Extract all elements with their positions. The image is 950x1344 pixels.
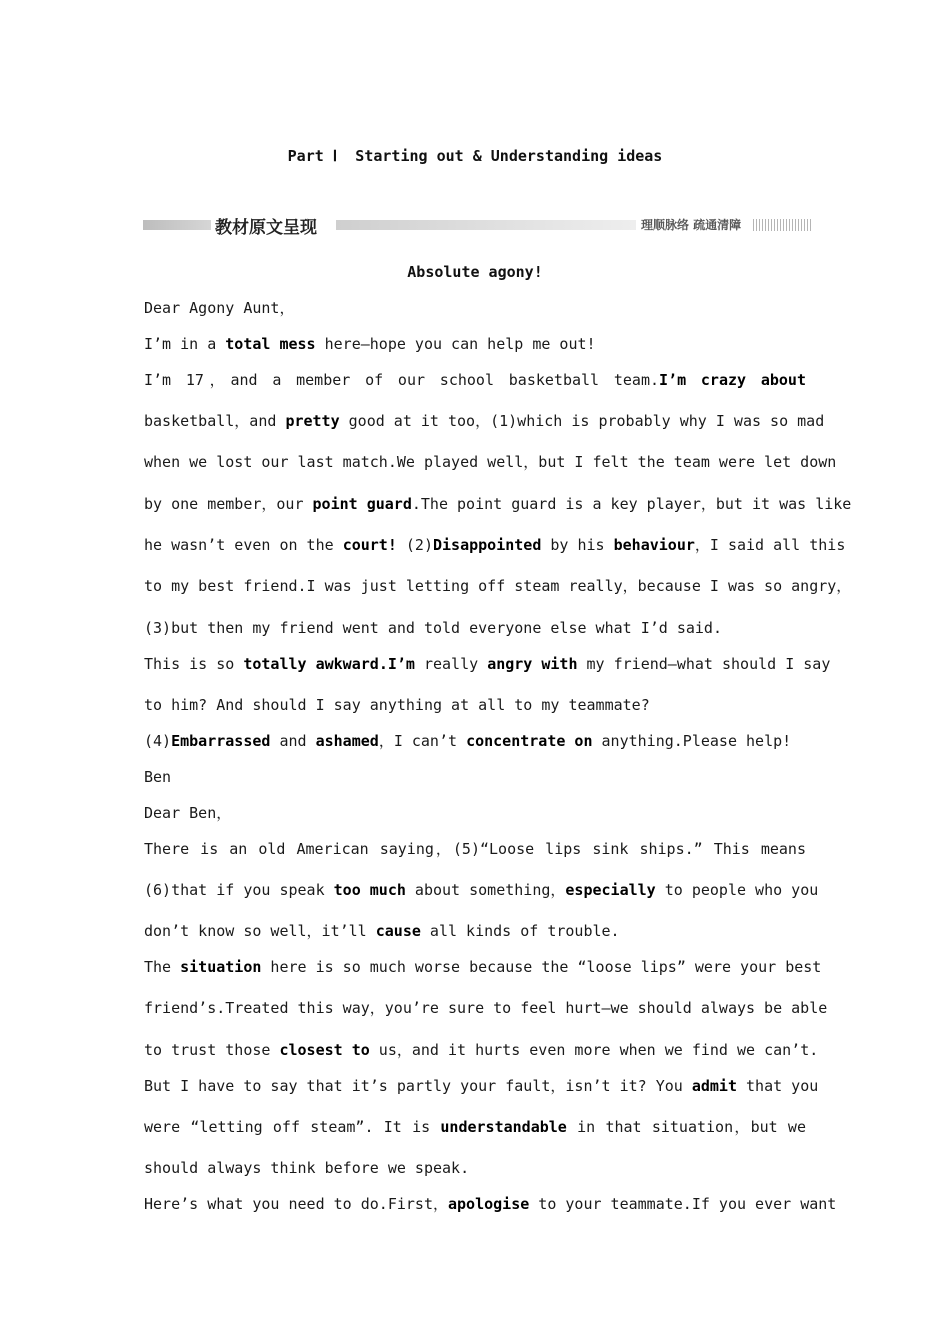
section-bar-left-decoration <box>143 220 211 230</box>
bold-keyword: point guard <box>312 495 412 513</box>
bold-keyword: court! <box>342 536 397 554</box>
text-run: to people who you <box>655 881 819 899</box>
bold-keyword: I’m crazy about <box>659 371 806 389</box>
bold-keyword: total mess <box>225 335 316 353</box>
text-run: The <box>144 958 181 976</box>
text-run: anything.Please help! <box>592 732 792 750</box>
bold-keyword: pretty <box>285 412 340 430</box>
text-run: to my best friend.I was just letting off steam really，because I was so angry， <box>144 577 852 595</box>
text-run: Ben <box>144 768 172 786</box>
text-line <box>144 998 828 1018</box>
text-run: good at it too，(1)which is probably why I was so mad <box>339 412 825 430</box>
bold-keyword: situation <box>180 958 262 976</box>
bold-keyword: understandable <box>440 1118 567 1136</box>
text-line <box>144 731 806 751</box>
text-run: (3)but then my friend went and told everyone else what I’d said. <box>144 619 722 637</box>
text-line <box>144 767 806 787</box>
bold-keyword: behaviour <box>613 536 695 554</box>
bold-keyword: admit <box>691 1077 737 1095</box>
text-line <box>144 957 822 977</box>
text-line <box>144 880 819 900</box>
text-run: But I have to say that it’s partly your fault，isn’t it? You <box>144 1077 692 1095</box>
text-run: basketball，and <box>144 412 286 430</box>
text-run: .The point guard is a key player，but it was like <box>411 495 852 513</box>
text-run: here is so much worse because the “loose lips” were your best <box>261 958 822 976</box>
text-line <box>144 618 806 638</box>
bold-keyword: ashamed <box>315 732 379 750</box>
text-line <box>144 921 806 941</box>
text-run: (6)that if you speak <box>144 881 334 899</box>
text-line <box>144 1040 819 1060</box>
text-line <box>144 1194 837 1214</box>
bold-keyword: closest to <box>279 1041 370 1059</box>
text-run: friend’s.Treated this way，you’re sure to feel hurt—we should always be able <box>144 999 828 1017</box>
text-run: (2) <box>396 536 433 554</box>
text-line <box>144 803 806 823</box>
text-line <box>144 411 825 431</box>
text-run: when we lost our last match.We played well，but I felt the team were let down <box>144 453 837 471</box>
bold-keyword: Disappointed <box>433 536 542 554</box>
text-run: to him? And should I say anything at all to my teammate? <box>144 696 650 714</box>
text-run: don’t know so well，it’ll <box>144 922 376 940</box>
section-bar-middle-decoration <box>336 220 636 230</box>
text-run: by his <box>541 536 614 554</box>
text-line <box>144 334 806 354</box>
text-line <box>144 494 852 514</box>
text-line <box>144 1158 806 1178</box>
section-header-bar <box>143 212 813 238</box>
text-line <box>144 1076 819 1096</box>
text-run: us，and it hurts even more when we find we can’t. <box>369 1041 819 1059</box>
text-run: in that situation，but we <box>566 1118 806 1136</box>
text-run: were “letting off steam”. It is <box>144 1118 441 1136</box>
text-run: that you <box>736 1077 819 1095</box>
text-line <box>144 370 806 390</box>
text-line <box>144 654 831 674</box>
bold-keyword: apologise <box>448 1195 530 1213</box>
bold-keyword: .I’m <box>378 655 415 673</box>
text-run: should always think before we speak. <box>144 1159 470 1177</box>
part-title: Part Ⅰ Starting out & Understanding ideas <box>287 147 663 165</box>
text-run: I’m in a <box>144 335 226 353</box>
text-run: by one member，our <box>144 495 313 513</box>
text-line <box>144 535 846 555</box>
bold-keyword: especially <box>565 881 656 899</box>
text-run: Dear Ben， <box>144 804 232 822</box>
text-line <box>144 298 806 318</box>
text-run: my friend—what should I say <box>577 655 831 673</box>
text-run: There is an old American saying，(5)“Loose lips sink ships.” This means <box>144 840 806 858</box>
bold-keyword: totally awkward <box>243 655 379 673</box>
text-run: and <box>270 732 316 750</box>
text-run: he wasn’t even on the <box>144 536 343 554</box>
bold-keyword: angry with <box>487 655 578 673</box>
text-run: (4) <box>144 732 172 750</box>
text-run: ，I can’t <box>378 732 467 750</box>
text-run: ，I said all this <box>694 536 846 554</box>
section-title: 教材原文呈现 <box>215 218 317 238</box>
bold-keyword: cause <box>375 922 421 940</box>
text-line <box>144 695 806 715</box>
text-run: This is so <box>144 655 244 673</box>
text-run: here—hope you can help me out! <box>315 335 596 353</box>
text-run: really <box>414 655 488 673</box>
bold-keyword: Embarrassed <box>171 732 271 750</box>
text-run: about something， <box>405 881 566 899</box>
text-line <box>144 452 837 472</box>
bold-keyword: concentrate on <box>466 732 593 750</box>
article-title: Absolute agony! <box>407 263 543 281</box>
text-line <box>144 839 806 859</box>
text-run: all kinds of trouble. <box>420 922 620 940</box>
section-subtitle: 理顺脉络 疏通清障 <box>641 218 742 232</box>
text-run: to your teammate.If you ever want <box>529 1195 837 1213</box>
section-bar-stripes-decoration <box>753 219 813 231</box>
bold-keyword: too much <box>333 881 406 899</box>
text-line <box>144 576 852 596</box>
text-run: to trust those <box>144 1041 280 1059</box>
text-run: Here’s what you need to do.First， <box>144 1195 448 1213</box>
text-line <box>144 1117 806 1137</box>
text-run: I’m 17，and a member of our school basketball team. <box>144 371 660 389</box>
text-run: Dear Agony Aunt， <box>144 299 295 317</box>
